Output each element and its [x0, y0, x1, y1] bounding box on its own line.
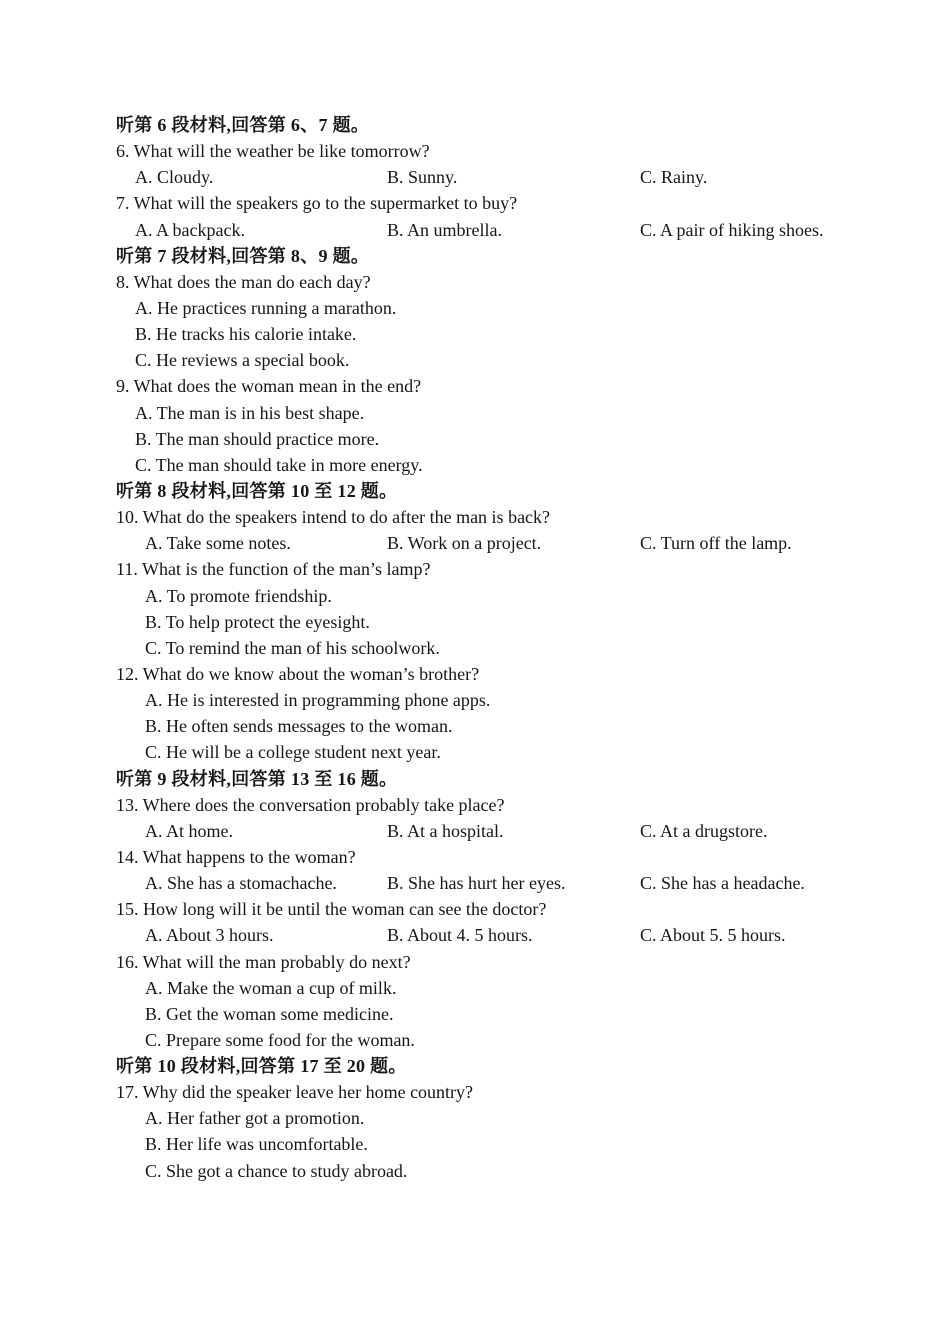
- option-b: B. She has hurt her eyes.: [387, 873, 566, 894]
- question-10: 10. What do the speakers intend to do after the man is back?: [116, 507, 551, 528]
- question-7-options: [0, 217, 950, 243]
- option-b: B. An umbrella.: [387, 219, 502, 240]
- option-a: A. The man is in his best shape.: [135, 402, 365, 423]
- option-b: B. He often sends messages to the woman.: [145, 716, 453, 737]
- option-c: C. He will be a college student next year.: [145, 742, 441, 763]
- option-c: C. About 5. 5 hours.: [640, 925, 786, 946]
- option-a: A. Take some notes.: [145, 533, 291, 554]
- option-a: A. A backpack.: [135, 219, 245, 240]
- option-a: A. At home.: [145, 820, 233, 841]
- section-header-10: 听第 10 段材料,回答第 17 至 20 题。: [116, 1056, 407, 1077]
- question-14: 14. What happens to the woman?: [116, 846, 356, 867]
- section-header-9: 听第 9 段材料,回答第 13 至 16 题。: [116, 768, 398, 789]
- question-11: 11. What is the function of the man’s lamp?: [116, 559, 431, 580]
- question-14-options: [0, 870, 950, 896]
- option-a: A. To promote friendship.: [145, 585, 332, 606]
- question-16: 16. What will the man probably do next?: [116, 951, 411, 972]
- option-c: C. He reviews a special book.: [135, 350, 350, 371]
- option-c: C. Prepare some food for the woman.: [145, 1029, 415, 1050]
- option-b: B. He tracks his calorie intake.: [135, 324, 357, 345]
- option-a: A. Cloudy.: [135, 167, 214, 188]
- option-b: B. At a hospital.: [387, 820, 504, 841]
- question-7: 7. What will the speakers go to the supermarket to buy?: [116, 193, 518, 214]
- question-13-options: [0, 818, 950, 844]
- option-c: C. A pair of hiking shoes.: [640, 219, 824, 240]
- option-c: C. At a drugstore.: [640, 820, 768, 841]
- question-13: 13. Where does the conversation probably take place?: [116, 794, 505, 815]
- question-10-options: [0, 530, 950, 556]
- option-b: B. The man should practice more.: [135, 428, 380, 449]
- option-b: B. Her life was uncomfortable.: [145, 1134, 368, 1155]
- option-a: A. Her father got a promotion.: [145, 1108, 365, 1129]
- question-15: 15. How long will it be until the woman can see the doctor?: [116, 899, 547, 920]
- option-c: C. To remind the man of his schoolwork.: [145, 637, 440, 658]
- option-b: B. About 4. 5 hours.: [387, 925, 533, 946]
- option-a: A. She has a stomachache.: [145, 873, 337, 894]
- option-b: B. To help protect the eyesight.: [145, 611, 370, 632]
- section-header-7: 听第 7 段材料,回答第 8、9 题。: [116, 245, 370, 266]
- option-a: A. He practices running a marathon.: [135, 297, 397, 318]
- section-header-8: 听第 8 段材料,回答第 10 至 12 题。: [116, 480, 398, 501]
- option-a: A. About 3 hours.: [145, 925, 274, 946]
- question-6-options: [0, 164, 950, 190]
- listening-section: [0, 112, 950, 1184]
- option-a: A. He is interested in programming phone apps.: [145, 690, 491, 711]
- question-6: 6. What will the weather be like tomorrow?: [116, 141, 430, 162]
- option-c: C. She has a headache.: [640, 873, 805, 894]
- question-15-options: [0, 922, 950, 948]
- option-c: C. She got a chance to study abroad.: [145, 1160, 408, 1181]
- option-c: C. The man should take in more energy.: [135, 454, 423, 475]
- option-c: C. Turn off the lamp.: [640, 533, 792, 554]
- option-b: B. Work on a project.: [387, 533, 542, 554]
- section-header-6: 听第 6 段材料,回答第 6、7 题。: [116, 115, 370, 135]
- question-9: 9. What does the woman mean in the end?: [116, 376, 422, 397]
- option-b: B. Get the woman some medicine.: [145, 1003, 394, 1024]
- option-c: C. Rainy.: [640, 167, 708, 188]
- question-8: 8. What does the man do each day?: [116, 271, 371, 292]
- option-a: A. Make the woman a cup of milk.: [145, 977, 397, 998]
- option-b: B. Sunny.: [387, 167, 458, 188]
- question-12: 12. What do we know about the woman’s brother?: [116, 663, 480, 684]
- question-17: 17. Why did the speaker leave her home country?: [116, 1082, 474, 1103]
